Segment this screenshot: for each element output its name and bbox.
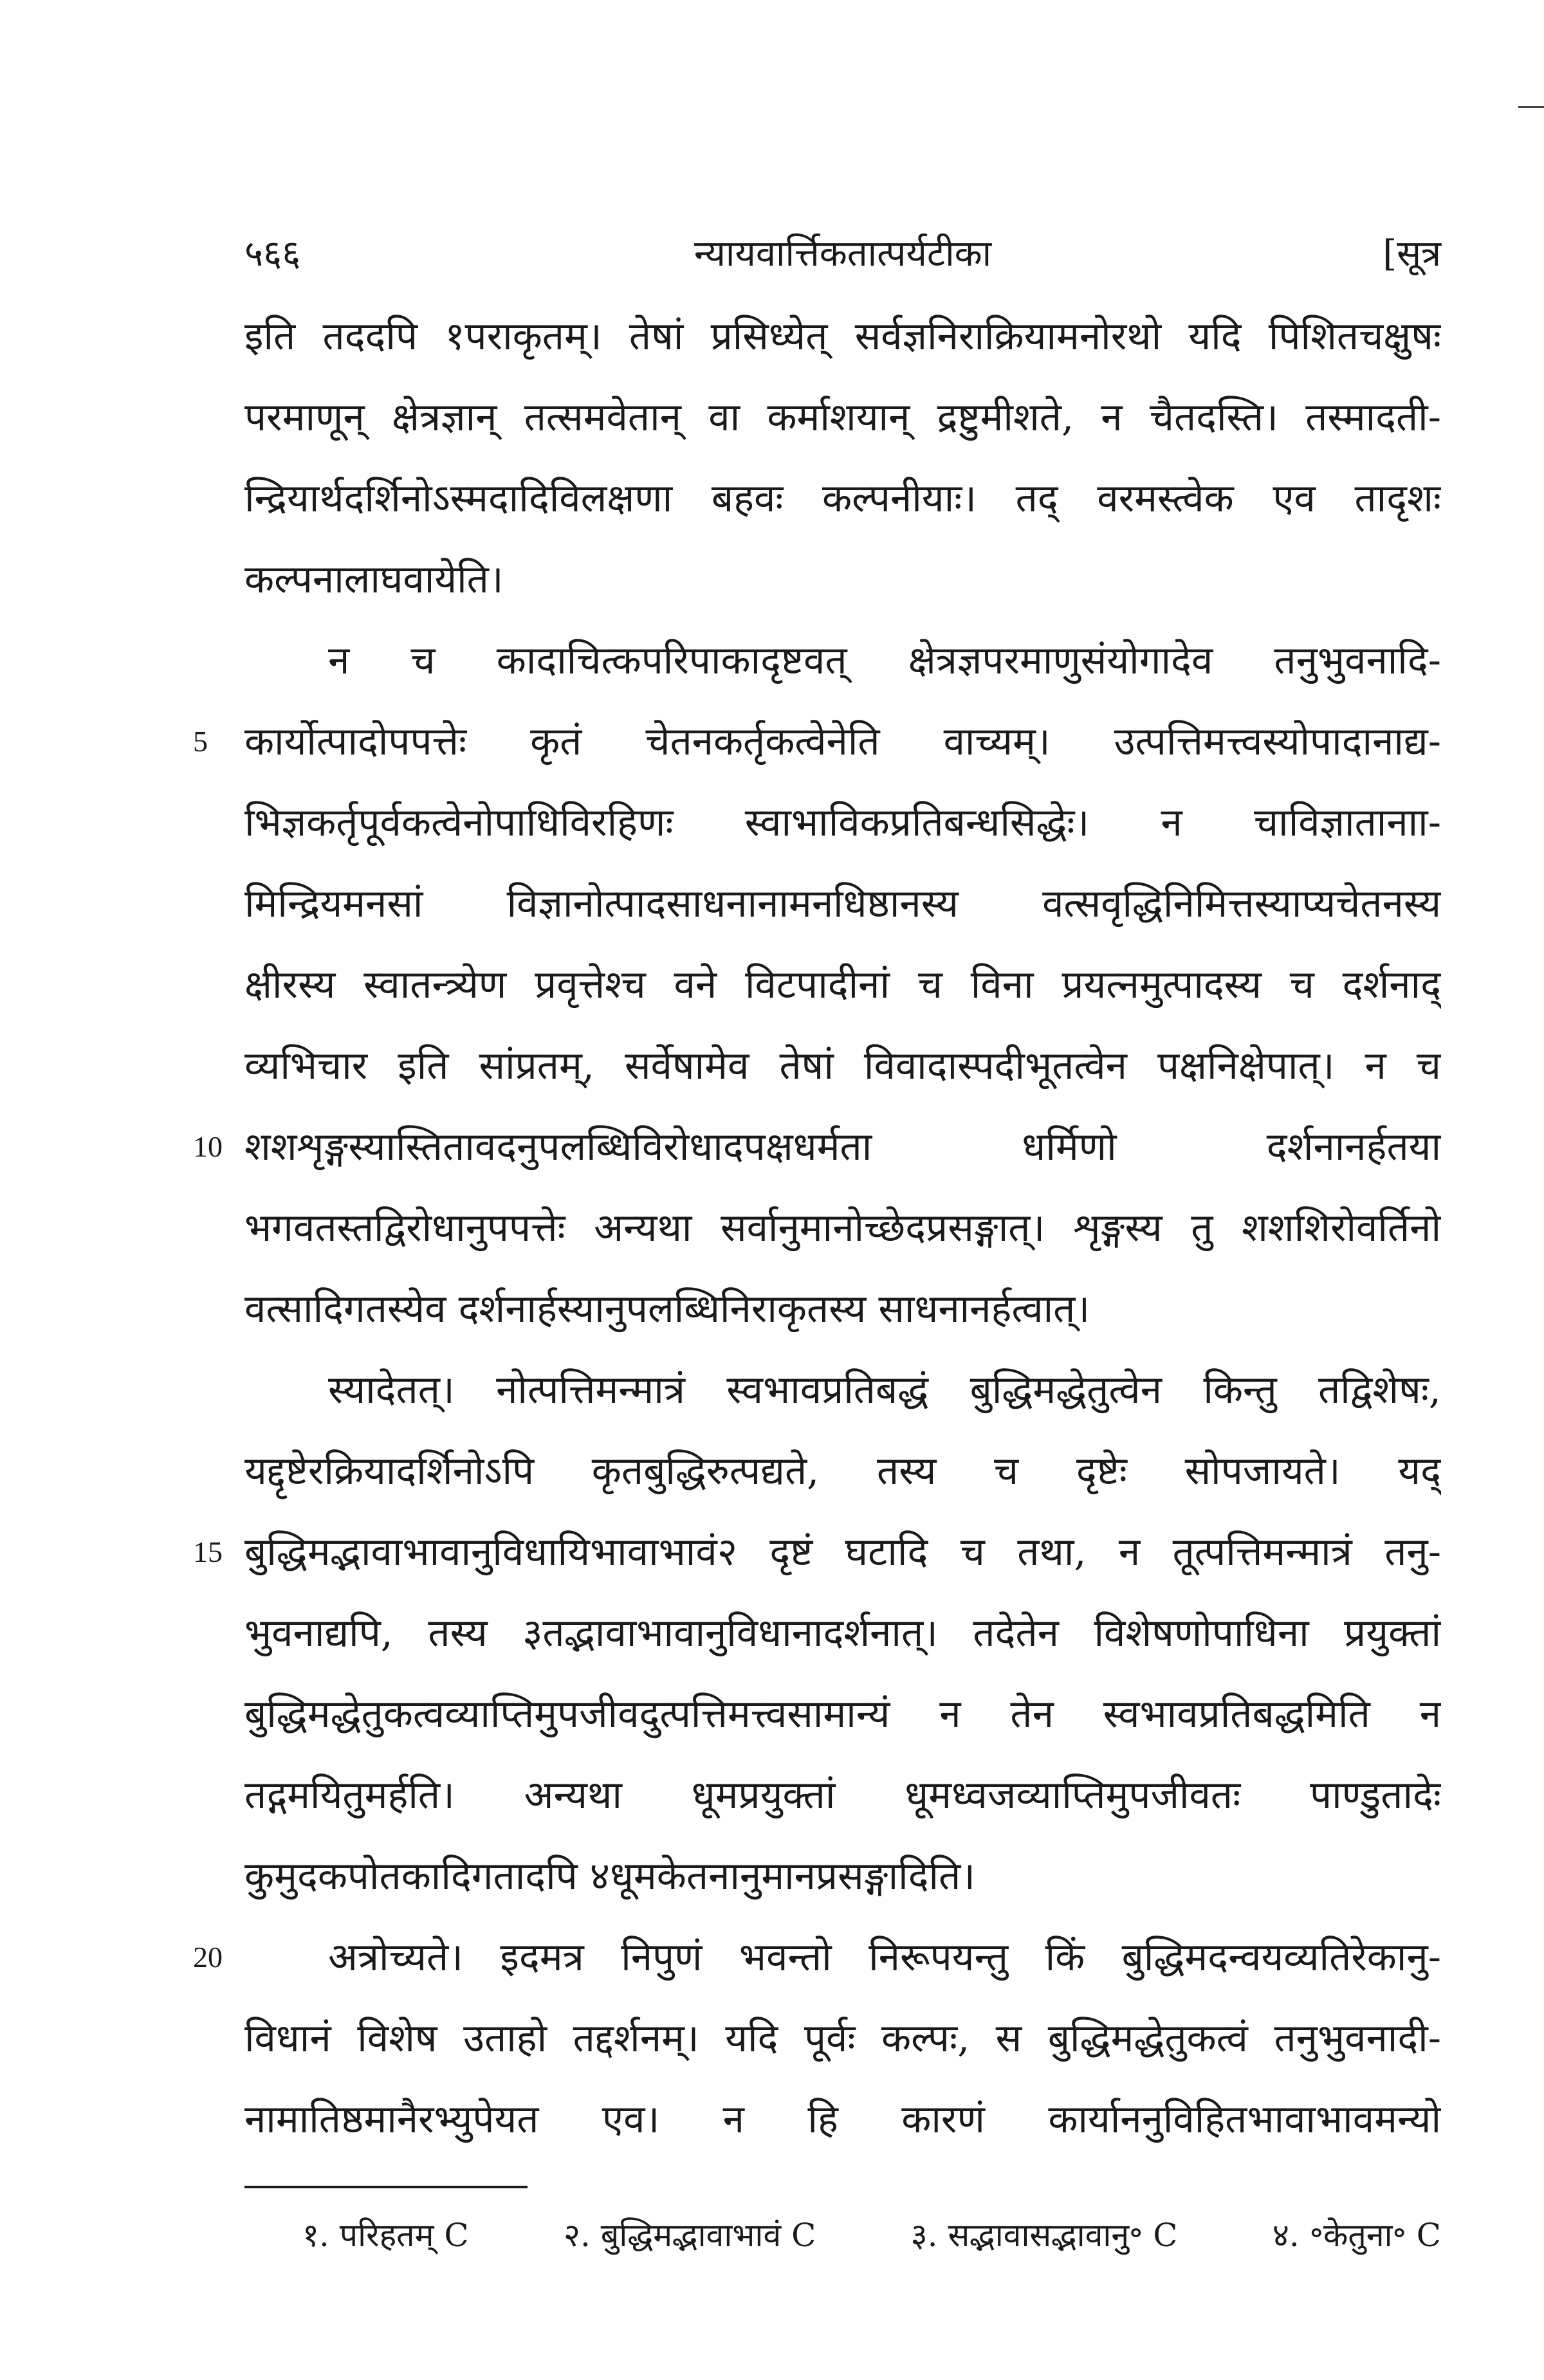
text-line: अत्रोच्यते। इदमत्र निपुणं भवन्तो निरूपयन्तु किं बुद्धिमदन्वयव्यतिरेकानु-	[328, 1935, 1441, 1980]
line-number: 20	[193, 1941, 223, 1973]
text-line: विधानं विशेष उताहो तद्दर्शनम्। यदि पूर्वः कल्पः, स बुद्धिमद्धेतुकत्वं तनुभुवनादी-	[244, 2016, 1441, 2061]
footnotes	[302, 2200, 1441, 2271]
text-line: न च कादाचित्कपरिपाकादृष्टवत् क्षेत्रज्ञपरमाणुसंयोगादेव तनुभुवनादि-	[328, 638, 1441, 683]
text-line: भिज्ञकर्तृपूर्वकत्वेनोपाधिविरहिणः स्वाभाविकप्रतिबन्धसिद्धेः। न चाविज्ञातानाा-	[244, 800, 1441, 845]
text-line: बुद्धिमद्भावाभावानुविधायिभावाभावं२ दृष्टं घटादि च तथा, न तूत्पत्तिमन्मात्रं तनु-	[244, 1530, 1441, 1575]
line-number: 15	[193, 1535, 223, 1568]
text-line: यद्दृष्टेरक्रियादर्शिनोऽपि कृतबुद्धिरुत्पद्यते, तस्य च दृष्टेः सोपजायते। यद्	[244, 1449, 1441, 1494]
text-line: तद्गमयितुमर्हति। अन्यथा धूमप्रयुक्तां धूमध्वजव्याप्तिमुपजीवतः पाण्डुतादेः	[244, 1773, 1441, 1818]
text-line: भुवनाद्यपि, तस्य ३तद्भावाभावानुविधानादर्शनात्। तदेतेन विशेषणोपाधिना प्रयुक्तां	[244, 1611, 1441, 1656]
text-line: भगवतस्तद्विरोधानुपपत्तेः अन्यथा सर्वानुमानोच्छेदप्रसङ्गात्। शृङ्गस्य तु शशशिरोवर्तिनो	[244, 1205, 1441, 1250]
text-line: कल्पनालाघवायेति।	[244, 557, 504, 602]
text-line: इति तददपि १पराकृतम्। तेषां प्रसिध्येत् सर्वज्ञनिराक्रियामनोरथो यदि पिशितचक्षुषः	[244, 314, 1441, 359]
text-line: वत्सादिगतस्येव दर्शनार्हस्यानुपलब्धिनिराकृतस्य साधनानर्हत्वात्।	[244, 1286, 1090, 1332]
text-line: परमाणून् क्षेत्रज्ञान् तत्समवेतान् वा कर्माशयान् द्रष्टुमीशते, न चैतदस्ति। तस्मादती-	[244, 395, 1441, 440]
text-line: मिन्द्रियमनसां विज्ञानोत्पादसाधनानामनधिष्ठानस्य वत्सवृद्धिनिमित्तस्याप्यचेतनस्य	[244, 881, 1441, 926]
text-line: स्यादेतत्। नोत्पत्तिमन्मात्रं स्वभावप्रतिबद्धं बुद्धिमद्धेतुत्वेन किन्तु तद्विशेषः,	[328, 1368, 1441, 1413]
text-line: नामातिष्ठमानैरभ्युपेयत एव। न हि कारणं कार्याननुविहितभावाभावमन्यो	[244, 2097, 1441, 2142]
footnote: ४. ॰केतुना॰ C	[1272, 2217, 1441, 2254]
line-number: 10	[193, 1130, 223, 1163]
header-title: न्यायवार्त्तिकतात्पर्यटीका	[694, 233, 992, 275]
text-line: कुमुदकपोतकादिगतादपि ४धूमकेतनानुमानप्रसङ्गादिति।	[244, 1854, 976, 1899]
text-line: बुद्धिमद्धेतुकत्वव्याप्तिमुपजीवदुत्पत्तिमत्त्वसामान्यं न तेन स्वभावप्रतिबद्धमिति न	[244, 1692, 1441, 1737]
footnote: १. परिहतम् C	[302, 2217, 469, 2254]
text-line: शशशृङ्गस्यास्तितावदनुपलब्धिविरोधादपक्षधर्मता धर्मिणो दर्शनानर्हतया	[244, 1124, 1441, 1169]
footnote: २. बुद्धिमद्भावाभावं C	[564, 2217, 816, 2254]
page-number: ५६६	[244, 233, 301, 275]
header-section: [सूत्र	[1383, 233, 1441, 275]
main-text	[244, 296, 1441, 2160]
footnote: ३. सद्भावासद्भावानु॰ C	[910, 2217, 1178, 2254]
text-line: क्षीरस्य स्वातन्त्र्येण प्रवृत्तेश्च वने विटपादीनां च विना प्रयत्नमुत्पादस्य च दर्शनाद्	[244, 962, 1441, 1007]
text-line: व्यभिचार इति सांप्रतम्, सर्वेषामेव तेषां विवादास्पदीभूतत्वेन पक्षनिक्षेपात्। न च	[244, 1043, 1441, 1088]
text-line: कार्योत्पादोपपत्तेः कृतं चेतनकर्तृकत्वेनेति वाच्यम्। उत्पत्तिमत्त्वस्योपादानाद्य-	[244, 719, 1441, 764]
scan-mark	[1518, 106, 1544, 108]
footnote-divider	[244, 2186, 528, 2188]
text-line: न्द्रियार्थदर्शिनोऽस्मदादिविलक्षणा बहवः कल्पनीयाः। तद् वरमस्त्वेक एव तादृशः	[244, 476, 1441, 521]
line-number: 5	[193, 725, 208, 758]
running-header	[244, 225, 1441, 283]
